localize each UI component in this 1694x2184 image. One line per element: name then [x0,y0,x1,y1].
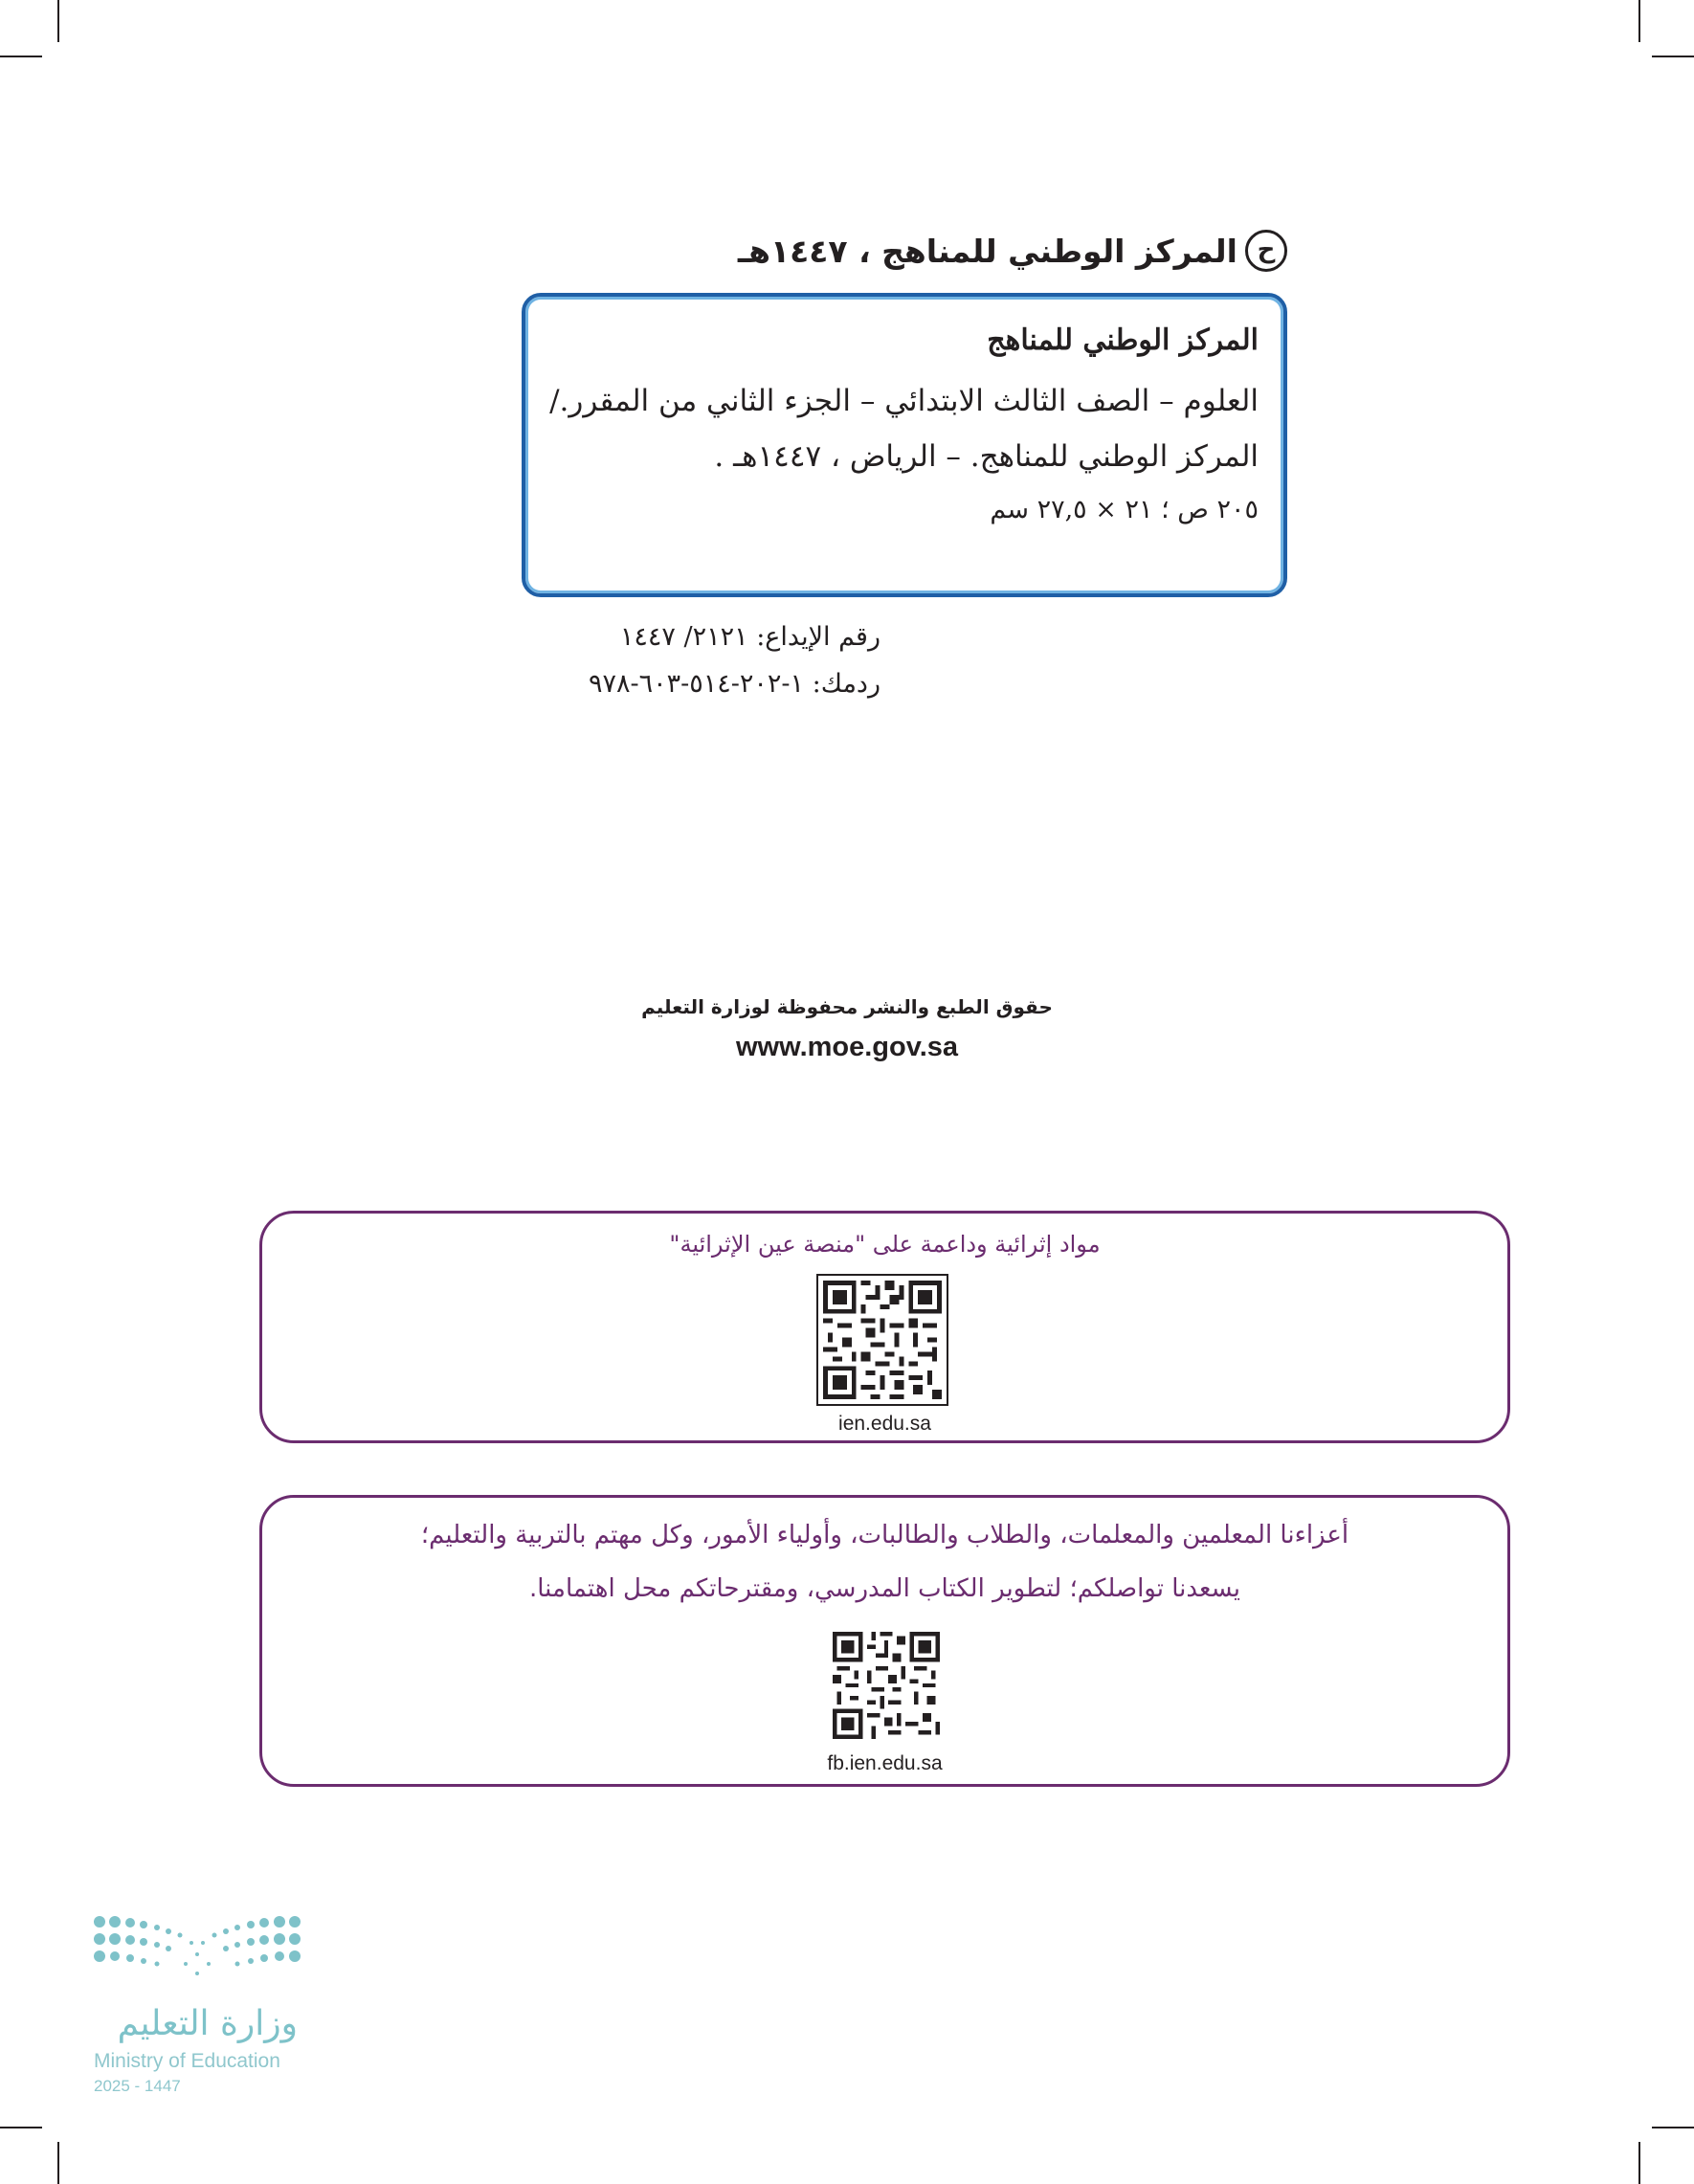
qr-code-icon[interactable] [816,1274,948,1406]
crop-mark-top-left-h [0,56,42,57]
ien-url[interactable]: ien.edu.sa [838,1413,931,1435]
logo-years-text: 2025 - 1447 [94,2077,181,2095]
crop-mark-bottom-right-h [1652,2127,1694,2128]
feedback-url[interactable]: fb.ien.edu.sa [827,1752,943,1774]
copyright-text: المركز الوطني للمناهج ، ١٤٤٧هـ [737,232,1237,270]
crop-mark-bottom-left-v [57,2142,59,2184]
website-link[interactable]: www.moe.gov.sa [735,1032,959,1062]
deposit-block [479,622,880,716]
crop-mark-bottom-right-v [1638,2142,1640,2184]
isbn: ردمك: ١-٢٠٢-٥١٤-٦٠٣-٩٧٨ [588,669,880,699]
ministry-logo [92,1914,312,2106]
crop-mark-bottom-left-h [0,2127,42,2128]
ien-caption: مواد إثرائية وداعمة على "منصة عين الإثرائية" [669,1231,1101,1258]
catalog-title: المركز الوطني للمناهج [987,323,1259,357]
copyright-symbol: ح [1245,230,1287,272]
feedback-line-2: يسعدنا تواصلكم؛ لتطوير الكتاب المدرسي، ومقترحاتكم محل اهتمامنا. [528,1574,1241,1603]
logo-dots-icon [92,1914,302,1991]
catalog-line-1: العلوم – الصف الثالث الابتدائي – الجزء الثاني من المقرر./ [549,384,1259,418]
catalog-line-2: المركز الوطني للمناهج. – الرياض ، ١٤٤٧هـ . [714,439,1259,474]
feedback-line-1: أعزاءنا المعلمين والمعلمات، والطلاب والطالبات، وأولياء الأمور، وكل مهتم بالتربية والتعليم؛ [420,1521,1349,1549]
crop-mark-top-right-h [1652,56,1694,57]
crop-mark-top-right-v [1638,0,1640,42]
deposit-number: رقم الإيداع: ٢١٢١/ ١٤٤٧ [619,622,880,652]
rights-text: حقوق الطبع والنشر محفوظة لوزارة التعليم [641,995,1053,1018]
catalog-line-3: ٢٠٥ ص ؛ ٢١ × ٢٧,٥ سم [990,495,1259,524]
crop-mark-top-left-v [57,0,59,42]
logo-english-text: Ministry of Education [94,2050,280,2072]
feedback-qr-code-icon[interactable] [833,1632,940,1739]
feedback-panel [259,1495,1510,1787]
cataloging-box [522,293,1287,597]
ien-panel [259,1211,1510,1443]
logo-arabic-text: وزارة التعليم [117,2004,298,2043]
copyright-header [426,230,1287,272]
